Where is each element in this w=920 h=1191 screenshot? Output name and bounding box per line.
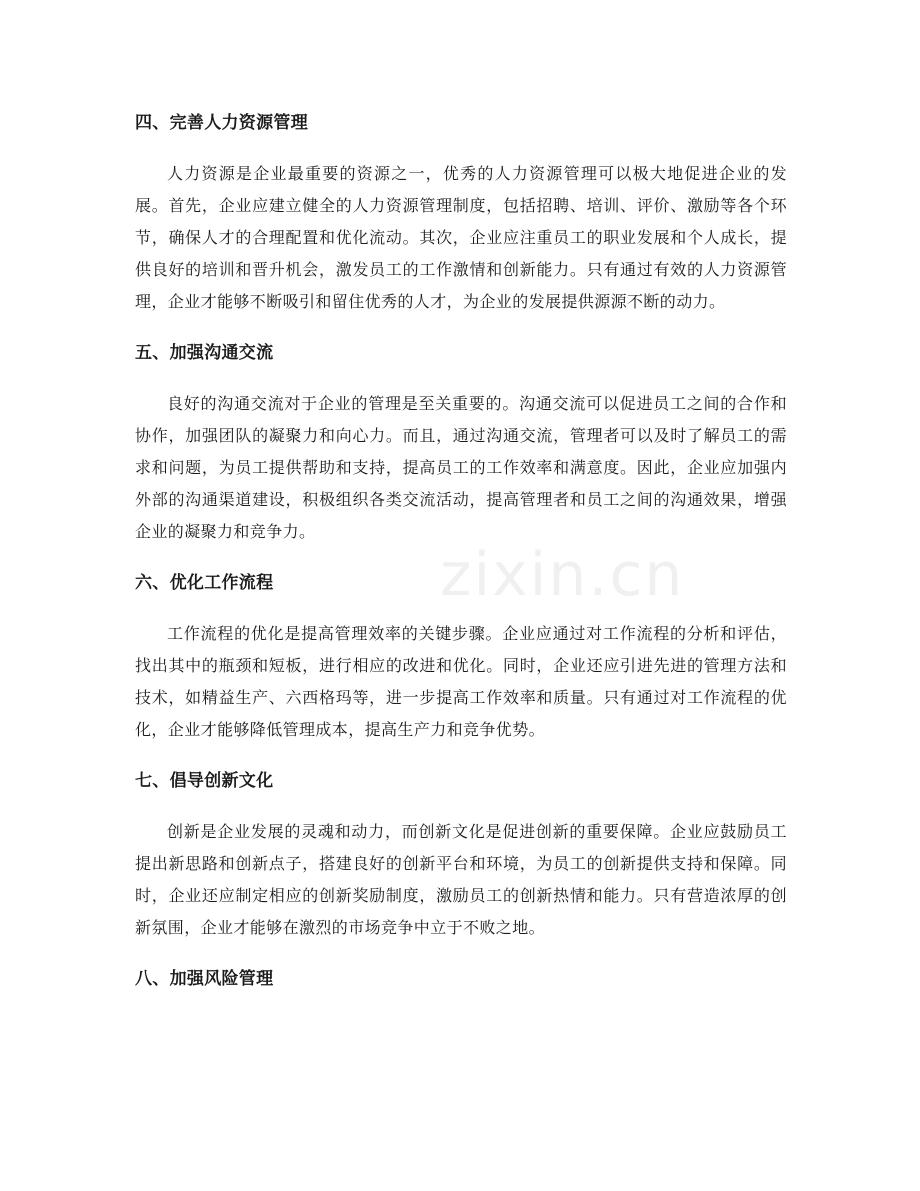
section-heading-6: 六、优化工作流程 (135, 573, 274, 593)
section-paragraph-5: 良好的沟通交流对于企业的管理是至关重要的。沟通交流可以促进员工之间的合作和协作，加强团队的凝聚力和向心力。而且，通过沟通交流，管理者可以及时了解员工的需求和问题，为员工提供帮助和支持，提高员工的工作效率和满意度。因此，企业应加强内外部的沟通渠道建设，积极组织各类交流活动，提高管理者和员工之间的沟通效果，增强企业的凝聚力和竞争力。 (135, 394, 787, 541)
section-heading-5: 五、加强沟通交流 (135, 343, 274, 363)
section-paragraph-7: 创新是企业发展的灵魂和动力，而创新文化是促进创新的重要保障。企业应鼓励员工提出新思路和创新点子，搭建良好的创新平台和环境，为员工的创新提供支持和保障。同时，企业还应制定相应的创新奖励制度，激励员工的创新热情和能力。只有营造浓厚的创新氛围，企业才能够在激烈的市场竞争中立于不败之地。 (135, 822, 787, 937)
section-paragraph-4: 人力资源是企业最重要的资源之一，优秀的人力资源管理可以极大地促进企业的发展。首先，企业应建立健全的人力资源管理制度，包括招聘、培训、评价、激励等各个环节，确保人才的合理配置和优化流动。其次，企业应注重员工的职业发展和个人成长，提供良好的培训和晋升机会，激发员工的工作激情和创新能力。只有通过有效的人力资源管理，企业才能够不断吸引和留住优秀的人才，为企业的发展提供源源不断的动力。 (135, 164, 787, 311)
section-heading-8: 八、加强风险管理 (135, 969, 274, 989)
section-paragraph-6: 工作流程的优化是提高管理效率的关键步骤。企业应通过对工作流程的分析和评估，找出其中的瓶颈和短板，进行相应的改进和优化。同时，企业还应引进先进的管理方法和技术，如精益生产、六西格玛等，进一步提高工作效率和质量。只有通过对工作流程的优化，企业才能够降低管理成本，提高生产力和竞争优势。 (135, 624, 787, 739)
document-body (135, 106, 787, 996)
section-heading-7: 七、倡导创新文化 (135, 771, 274, 791)
watermark: zixin.cn (440, 540, 685, 610)
section-heading-4: 四、完善人力资源管理 (135, 113, 308, 133)
